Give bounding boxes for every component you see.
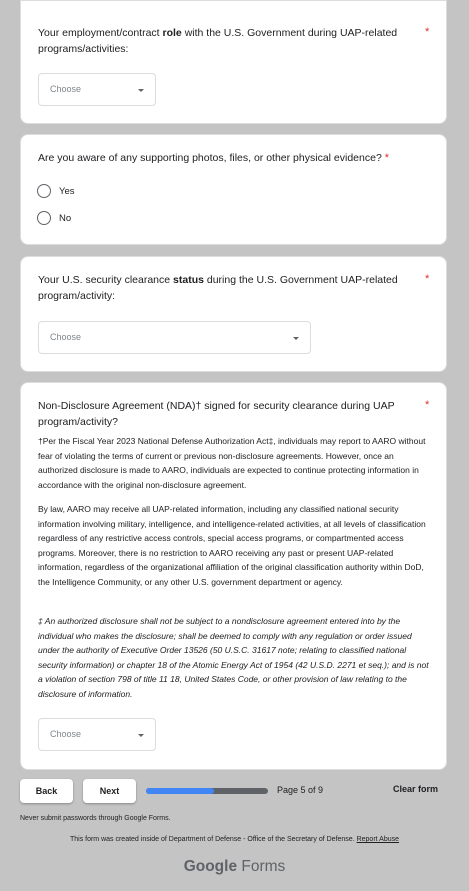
- chevron-down-icon: [138, 89, 144, 92]
- question-title: Your employment/contract role with the U.S. Government during UAP-related programs/activities:: [38, 27, 398, 55]
- google-forms-logo[interactable]: [0, 858, 469, 876]
- nda-footnote-paragraph: ‡ An authorized disclosure shall not be subject to a nondisclosure agreement entered into by the individual who makes the disclosure; shall be deemed to comply with any regulation or order issued under the authority of Executive Order 13526 (50 U.S.C. 31617 note; relating to classified national security information) or chapter 18 of the Atomic Energy Act of 1954 (42 U.S.D. 2271 et seq.); and is not a violation of section 798 of title 11 18, United States Code, or other provision of law relating to the disclosure of information.: [38, 616, 429, 699]
- clear-form-button[interactable]: Clear form: [393, 784, 439, 794]
- logo-forms-text: Forms: [241, 858, 286, 875]
- select-placeholder: Choose: [50, 84, 82, 94]
- created-text: This form was created inside of Department of Defense - Office of the Secretary of Defense.: [69, 836, 357, 843]
- required-asterisk: *: [425, 26, 430, 38]
- select-placeholder: Choose: [50, 729, 82, 739]
- password-warning: Never submit passwords through Google Forms.: [20, 815, 171, 822]
- progress-bar: [146, 788, 268, 794]
- nda-select[interactable]: [38, 718, 156, 751]
- question-title: Are you aware of any supporting photos, files, or other physical evidence? *: [38, 152, 389, 164]
- radio-circle-icon: [37, 211, 51, 225]
- next-button[interactable]: Next: [83, 779, 136, 803]
- question-title: Your U.S. security clearance status during the U.S. Government UAP-related program/activity:: [38, 274, 398, 302]
- form-created-by: [0, 836, 469, 843]
- radio-option-no[interactable]: [37, 209, 71, 227]
- radio-label: No: [59, 212, 72, 224]
- required-asterisk: *: [425, 273, 430, 285]
- question-card-evidence: [20, 134, 447, 245]
- required-asterisk: *: [384, 152, 389, 164]
- logo-google-text: Google: [183, 858, 238, 875]
- nda-law-paragraph: By law, AARO may receive all UAP-related information, including any classified national security information involving military, intelligence, and intelligence-related activities, at all levels of classification regardless of any restrictive access controls, special access programs, or compartmented access programs. Moreover, there is no restriction to AARO receiving any past or present UAP-related information, regardless of the organizational affiliation of the original classification authority within DoD, the Intelligence Community, or any other U.S. government department or agency.: [38, 504, 426, 587]
- radio-label: Yes: [59, 185, 75, 197]
- radio-option-yes[interactable]: [37, 182, 75, 200]
- question-card-role: [20, 0, 447, 124]
- chevron-down-icon: [293, 337, 299, 340]
- select-placeholder: Choose: [50, 332, 82, 342]
- required-asterisk: *: [425, 399, 430, 411]
- radio-circle-icon: [37, 184, 51, 198]
- clearance-status-select[interactable]: [38, 321, 311, 354]
- question-card-clearance-status: [20, 256, 447, 372]
- nda-description-paragraph: †Per the Fiscal Year 2023 National Defense Authorization Act‡, individuals may report to AARO without fear of violating the terms of current or previous non-disclosure agreements. However, once an authorized disclosure is made to AARO, individuals are expected to continue protecting information in accordance with the original non-disclosure agreement.: [38, 436, 426, 490]
- role-select[interactable]: [38, 73, 156, 106]
- question-title: Non-Disclosure Agreement (NDA)† signed for security clearance during UAP program/activity?: [38, 400, 395, 428]
- page-indicator: Page 5 of 9: [277, 785, 324, 795]
- progress-bar-fill: [146, 788, 214, 794]
- question-card-nda: [20, 382, 447, 770]
- chevron-down-icon: [138, 734, 144, 737]
- report-abuse-link[interactable]: Report Abuse: [356, 836, 400, 843]
- back-button[interactable]: Back: [20, 779, 73, 803]
